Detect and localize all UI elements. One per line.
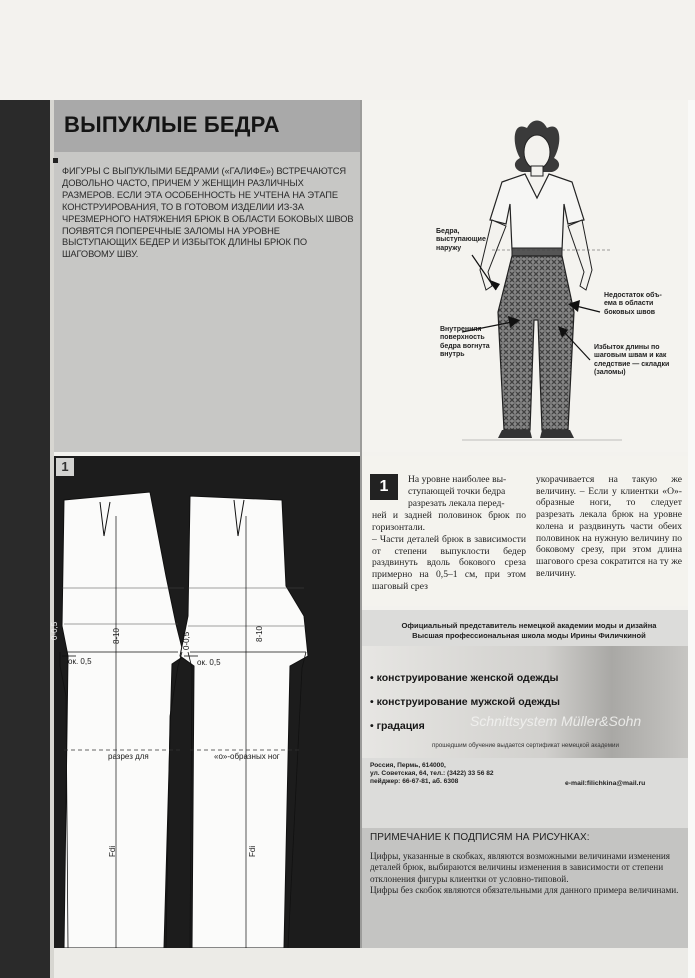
label-ok-right: ок. 0,5	[197, 658, 221, 667]
pattern-figure	[54, 456, 360, 948]
label-fdi-left: Fdi	[108, 845, 117, 857]
advertisement-title: Официальный представитель немецкой академии моды и дизайна Высшая профессиональная школа моды Ирины Филичкиной	[401, 621, 657, 640]
column-divider	[360, 100, 362, 948]
trouser-pattern-drawing	[54, 456, 360, 948]
page-title: ВЫПУКЛЫЕ БЕДРА	[64, 112, 280, 137]
ad-email: e-mail:filichkina@mail.ru	[565, 780, 646, 787]
bullet-marker	[53, 158, 58, 163]
label-inner-thigh: Внутренняя поверхность бедра вогнута внутрь	[440, 326, 490, 359]
note-text: Цифры, указанные в скобках, являются возможными величинами изменения деталей брюк, выбираются величины изменения в зависимости от степени отклонения фигуры клиентки от условно-типовой. Цифры без скобок являются обязательными для данного примера величинами.	[370, 851, 679, 895]
step-text-line-1: На уровне наиболее вы-	[408, 474, 507, 485]
label-inseam-excess: Избыток длины по шаговым швам и как следствие — складки (заломы)	[594, 344, 670, 377]
ad-item-grading: • градация	[370, 720, 425, 732]
ad-certificate-text: прошедшим обучение выдается сертификат немецкой академии	[432, 742, 619, 749]
label-fdi-right: Fdi	[248, 845, 257, 857]
figure-illustration	[362, 100, 695, 452]
woman-in-trousers-drawing	[362, 100, 695, 452]
bottom-margin	[54, 948, 695, 978]
label-0-05-left: 0-0,5	[50, 621, 59, 640]
label-cut-for: разрез для	[108, 752, 149, 761]
step-number-badge: 1	[370, 474, 398, 500]
intro-text: ФИГУРЫ С ВЫПУКЛЫМИ БЕДРАМИ («ГАЛИФЕ») ВСТРЕЧАЮТСЯ ДОВОЛЬНО ЧАСТО, ПРИЧЕМ У ЖЕНЩИН РАЗЛИЧНЫХ РАЗМЕРОВ. ЕСЛИ ЭТА ОСОБЕННОСТЬ НЕ УЧТЕНА НА ЭТАПЕ КОНСТРУИРОВАНИЯ, ТО В ГОТОВОМ ИЗДЕЛИИ ИЗ-ЗА ЧРЕЗМЕРНОГО НАТЯЖЕНИЯ БРЮК В ОБЛАСТИ БОКОВЫХ ШВОВ ПОЯВЯТСЯ ПОПЕРЕЧНЫЕ ЗАЛОМЫ НА УРОВНЕ ВЫСТУПАЮЩИХ БЕДЕР И ИЗБЫТОК ДЛИНЫ БРЮК ПО ШАГОВОМУ ШВУ.	[62, 166, 354, 260]
ad-item-mens: • конструирование мужской одежды	[370, 696, 560, 708]
label-o-shaped-legs: «о»-образных ног	[214, 752, 280, 761]
step-text-block-4: ней и задней половинок брюк по горизонтали.	[372, 510, 526, 533]
page-right-edge	[688, 100, 695, 978]
label-hips-outward: Бедра, выступающие наружу	[436, 228, 486, 252]
figure-number: 1	[56, 458, 74, 476]
step-text-line-3: разрезать лекала перед-	[408, 498, 505, 509]
step-text-block-5: – Части деталей брюк в зависимости от степени выпуклости бедер раздвинуть вдоль бокового среза примерно на 0,5–1 см, при этом шаговый срез	[372, 534, 526, 592]
step-text-column-2: укорачивается на такую же величину. – Если у клиентки «О»-образные ноги, то следует разрезать лекала брюк на уровне колена и раздвинуть части обеих половинок на нужную величину по боковому срезу, при этом длина шагового среза сократится на ту же величину.	[536, 474, 682, 579]
label-8-10-right: 8-10	[255, 625, 264, 642]
ad-watermark: Schnittsystem Müller&Sohn	[470, 713, 642, 729]
label-ok-left: ок. 0,5	[68, 657, 92, 666]
note-title: ПРИМЕЧАНИЕ К ПОДПИСЯМ НА РИСУНКАХ:	[370, 832, 590, 843]
ad-item-womens: • конструирование женской одежды	[370, 672, 559, 684]
step-text-line-2: ступающей точки бедра	[408, 486, 506, 497]
label-8-10-left: 8-10	[112, 627, 121, 644]
label-side-volume: Недостаток объ- ема в области боковых швов	[604, 292, 662, 316]
label-0-05-right: 0-0,5	[182, 631, 191, 650]
page-left-border	[0, 100, 50, 978]
ad-address: Россия, Пермь, 614000, ул. Советская, 64, тел.: (3422) 33 56 82 пейджер: 66-67-81, аб. 6308	[370, 762, 494, 786]
